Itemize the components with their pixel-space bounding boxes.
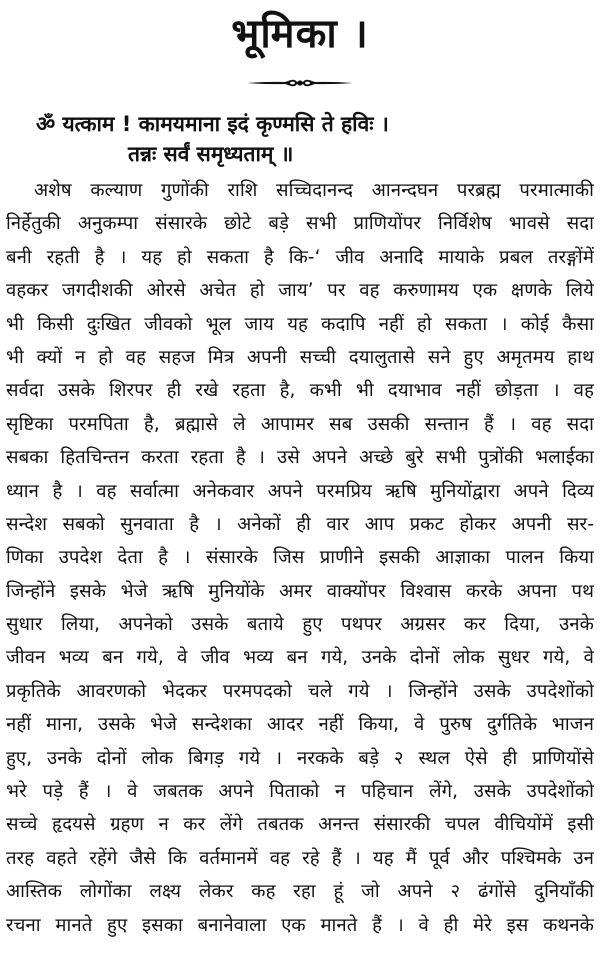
preface-paragraph — [6, 174, 594, 942]
text-line: भी किसी दुःखित जीवको भूल जाय यह कदापि नहीं हो सकता । कोई कैसा — [6, 313, 594, 335]
invocation-verse-line-2: तन्नः सर्वं समृध्यताम् ॥ — [128, 142, 294, 166]
page-title: भूमिका । — [231, 11, 369, 57]
text-line: ध्यान है । वह सर्वात्मा अनेकवार अपने परमप्रिय ऋषि मुनियोंद्वारा अपने दिव्य — [6, 480, 594, 502]
text-line: जिन्होंने इसके भेजे ऋषि मुनियोंके अमर वाक्योंपर विश्वास करके अपना पथ — [6, 580, 594, 602]
text-line: सच्चे हृदयसे ग्रहण न कर लेंगे तबतक अनन्त संसारकी चपल वीचियोंमें इसी — [6, 814, 594, 836]
text-line: निर्हेतुकी अनुकम्पा संसारके छोटे बड़े सभी प्राणियोंपर निर्विशेष भावसे सदा — [6, 213, 594, 235]
text-line: भरे पड़े हैं । वे जबतक अपने पिताको न पहिचान लेंगे, उसके उपदेशोंको — [6, 781, 594, 803]
text-line: वहकर जगदीशकी ओरसे अचेत हो जाय’ पर वह करुणामय एक क्षणके लिये — [6, 280, 594, 302]
text-line: भी क्यों न हो वह सहज मित्र अपनी सच्ची दयालुतासे सने हुए अमृतमय हाथ — [6, 346, 594, 368]
text-line: सन्देश सबको सुनवाता है । अनेकों ही वार आप प्रकट होकर अपनी सर- — [6, 513, 594, 535]
text-line: सुधार लिया, अपनेको उसके बताये हुए पथपर अग्रसर कर दिया, उनके — [6, 614, 594, 636]
text-line: बनी रहती है । यह हो सकता है कि-‘ जीव अनादि मायाके प्रबल तरङ्गोंमें — [6, 246, 594, 268]
text-line: सृष्टिका परमपिता है, ब्रह्मासे ले आपामर सब उसकी सन्तान हैं । वह सदा — [6, 413, 594, 435]
text-line: रचना मानते हुए इसका बनानेवाला एक मानते हैं । वे ही मेरे इस कथनके — [6, 914, 594, 936]
text-line: तरह वहते रहेंगे जैसे कि वर्तमानमें वह रहे हैं । यह मैं पूर्व और पश्चिमके उन — [6, 847, 594, 869]
text-line: नहीं माना, उसके भेजे सन्देशका आदर नहीं किया, वे पुरुष दुर्गतिके भाजन — [6, 714, 594, 736]
text-line: प्रकृतिके आवरणको भेदकर परमपदको चले गये । जिन्होंने उसके उपदेशोंको — [6, 680, 594, 702]
ornamental-divider-icon — [247, 76, 353, 90]
text-line: सबका हितचिन्तन करता रहता है । उसे अपने अच्छे बुरे सभी पुत्रोंकी भलाईका — [6, 447, 594, 469]
text-line: सर्वदा उसके शिरपर ही रखे रहता है, कभी भी दयाभाव नहीं छोड़ता । वह — [6, 380, 594, 402]
text-line: आस्तिक लोगोंका लक्ष्य लेकर कह रहा हूं जो अपने २ ढंगोंसे दुनियाँकी — [6, 881, 594, 903]
text-line: अशेष कल्याण गुणोंकी राशि सच्चिदानन्द आनन्दघन परब्रह्म परमात्माकी — [34, 180, 594, 201]
text-line: णिका उपदेश देता है । संसारके जिस प्राणीने इसकी आज्ञाका पालन किया — [6, 547, 594, 569]
text-line: जीवन भव्य बन गये, वे जीव भव्य बन गये, उनके दोनों लोक सुधर गये, वे — [6, 647, 594, 669]
invocation-verse-line-1: ॐ यत्काम ! कामयमाना इदं कृण्मसि ते हविः । — [36, 112, 389, 136]
text-line: हुए, उनके दोनों लोक बिगड़ गये । नरकके बड़े २ स्थल ऐसे ही प्राणियोंसे — [6, 747, 594, 769]
